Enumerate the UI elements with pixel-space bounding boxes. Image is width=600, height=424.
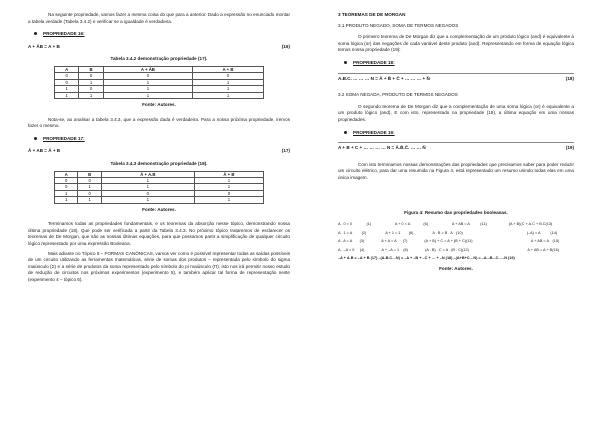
figure-cell: (A . B) . C = A . (B . C) bbox=[425, 247, 463, 252]
table-cell: 0 bbox=[55, 184, 78, 190]
figure-cell: (A + B) + C = A + (B + C) bbox=[424, 239, 467, 244]
property-18-number: (18) bbox=[565, 75, 574, 81]
figure-cell: A . B = B . A bbox=[432, 230, 453, 235]
table-2-source: Fonte: Autores. bbox=[142, 206, 176, 212]
table-cell: 1 bbox=[194, 177, 263, 183]
figure-cell: (13) bbox=[545, 222, 553, 227]
property-19-expression: A + B + C + … … … … N = Ā.B̄.C̄. … … N̄ bbox=[338, 145, 426, 151]
table-cell: 1 bbox=[55, 86, 79, 92]
intro-paragraph: Na seguinte propriedade, vamos fazer a mesma coisa do que para a anterior. Dado a expressão no enunciado montar a tabela verdade (Tabela 3.4.2) e verificar se a igualdade é verdadeira. bbox=[28, 12, 290, 24]
figure-cell bbox=[503, 229, 527, 238]
figure-cell: A . 1 = A bbox=[338, 230, 353, 235]
table-cell: 0 bbox=[55, 79, 79, 85]
table-cell: 0 bbox=[79, 86, 103, 92]
figure-row bbox=[338, 220, 574, 229]
property-17-number: (17) bbox=[281, 148, 290, 154]
left-page-content bbox=[28, 12, 290, 287]
figure-cell: (15) bbox=[552, 239, 560, 244]
figure-cell: (6) bbox=[423, 222, 428, 227]
paragraph-3: Terminamos todas as propriedades fundamentais, e os teoremas da absorção nesse tópico, demonstrando nossa última propriedade (18). Que pode ser verificada a partir da Tabela 3.4.3. No próximo tópico trataremos de esclarecer os teoremas de De Morgan, que são as nossas últimas equações, para que possamos partir a simplificação de qualquer circuito lógico representado por uma expressão Booleana. bbox=[28, 221, 290, 246]
figure-cell: (7) bbox=[402, 239, 408, 244]
truth-table-2 bbox=[54, 171, 264, 204]
figure-cell: (8) bbox=[403, 247, 408, 252]
table-2-caption: Tabela 3.4.3 demonstração propriedade (18). bbox=[110, 160, 208, 166]
property-16-equation bbox=[28, 44, 290, 51]
figure-cell: (A + B)(C + A.C + B.C bbox=[508, 222, 546, 227]
figure-cell: A + AB = A + B bbox=[527, 247, 553, 252]
figure-cell: A . A = A bbox=[338, 239, 353, 244]
figure-cell: A . 0 = 0 bbox=[338, 222, 353, 227]
table-body bbox=[55, 73, 264, 99]
table-cell: 1 bbox=[55, 92, 79, 98]
figure-cell: A + AB = A bbox=[530, 239, 549, 244]
figure-cell: (4) bbox=[359, 247, 365, 252]
demorgan-paragraph-2: O segundo teorema de De Morgan diz que a complementação de uma soma lógica (or) é equivalente a um produto lógico (and), E com isto, representado na propriedade (19), a última equação em uma nossas propriedades. bbox=[338, 103, 574, 122]
table-cell: 1 bbox=[194, 184, 263, 190]
table-cell: 0 bbox=[103, 73, 192, 79]
demorgan-paragraph-1: O primeiro teorema de De Morgan diz que a complementação de um produto lógico (and) é equivalente à soma lógica (or) das negações de cada variável deste produto (and). Representando em forma de equação lógica temos nossa propriedade (19): bbox=[338, 34, 574, 53]
bullet-icon bbox=[344, 131, 347, 134]
table-cell: 1 bbox=[103, 86, 192, 92]
property-16-label bbox=[34, 31, 290, 38]
table-header-cell: B bbox=[79, 66, 103, 72]
figure-cell: (1) bbox=[366, 222, 372, 227]
property-17-label bbox=[34, 136, 290, 143]
table-cell: 0 bbox=[193, 73, 264, 79]
bullet-icon bbox=[34, 32, 37, 35]
figure-4-summary bbox=[338, 220, 574, 263]
table-header-cell: Ā + B bbox=[194, 171, 263, 177]
table-cell: 0 bbox=[194, 190, 263, 196]
figure-row bbox=[338, 237, 574, 246]
table-cell: 0 bbox=[78, 177, 101, 183]
figure-row bbox=[338, 229, 574, 238]
bullet-icon bbox=[34, 137, 37, 140]
paragraph-4: Mais adiante no Tópico 5 – FORMAS CANÔNICAS, vamos ver como é possível representar todas as saídas possíveis de um circuito utilizando as ferramentas matemáticas, série de somas dos produtos – representada pelo símbolo do sigma maiúsculo (Σ) e a série de produtos da soma representado pelo símbolo do pi maiúsculo (Π), isto nos irá permitir nosso estudo de redução de circuitos nos próximos experimentos (experimento 5), e também aplicar tal forma de representação neste (experimento 4 – tópico 6). bbox=[28, 250, 290, 282]
table-cell: 0 bbox=[78, 190, 101, 196]
table-cell: 0 bbox=[101, 190, 194, 196]
figure-cell bbox=[506, 246, 528, 255]
subsection-3-1: 3.1 PRODUTO NEGADO, SOMA DE TERMOS NEGADOS bbox=[338, 22, 459, 28]
table-cell: 1 bbox=[79, 79, 103, 85]
table-body bbox=[55, 177, 264, 203]
figure-4-source: Fonte: Autores. bbox=[439, 266, 473, 272]
truth-table-1 bbox=[54, 66, 264, 99]
property-17-equation bbox=[28, 148, 290, 155]
table-cell: 1 bbox=[101, 177, 194, 183]
figure-cell: A + A = A bbox=[381, 239, 397, 244]
figure-cell: A + AB = A bbox=[451, 222, 470, 227]
table-cell: 1 bbox=[103, 92, 192, 98]
figure-cell: (2) bbox=[361, 230, 367, 235]
property-18-equation bbox=[338, 73, 574, 83]
figure-row bbox=[338, 246, 574, 255]
table-header-cell: A bbox=[55, 66, 79, 72]
figure-cell: (11) bbox=[466, 239, 473, 244]
figure-cell: (11) bbox=[480, 222, 487, 227]
right-page-content bbox=[338, 12, 574, 281]
table-header-cell: A bbox=[55, 171, 78, 177]
table-row bbox=[55, 92, 264, 98]
figure-cell: A + 0 = A bbox=[394, 222, 411, 227]
figure-cell: (–A) = A bbox=[526, 230, 541, 235]
bullet-icon bbox=[344, 61, 347, 64]
figure-cell: A . –A = 0 bbox=[338, 247, 355, 252]
property-19-number: (19) bbox=[565, 145, 574, 151]
figure-cell: A + –A = 1 bbox=[381, 247, 400, 252]
table-header-cell: Ā + A.B bbox=[101, 171, 194, 177]
figure-cell bbox=[488, 237, 510, 246]
property-18-label-text: PROPRIEDADE 18: bbox=[353, 59, 395, 65]
table-header-cell: A + ĀB bbox=[103, 66, 192, 72]
property-19-label bbox=[344, 130, 574, 137]
table-header-cell: B bbox=[78, 171, 101, 177]
table-cell: 1 bbox=[101, 197, 194, 203]
figure-cell: (3) bbox=[359, 239, 365, 244]
summary-paragraph: Com isto terminamos nossas demonstrações das propriedades que precisamos saber para poder reduzir um circuito elétrico, para dar uma resumida na Figura 4, está representado um resumo unindo todas elas em uma única imagem. bbox=[338, 161, 574, 180]
figure-cell: A + 1 = 1 bbox=[385, 230, 401, 235]
table-cell: 1 bbox=[103, 79, 192, 85]
property-16-label-text: PROPRIEDADE 16: bbox=[43, 31, 85, 37]
figure-cell: (10) bbox=[455, 230, 463, 235]
right-page bbox=[300, 0, 600, 424]
property-18-expression: A.B.C. … … … N = Ā + B̄ + C̄ + … … … + N̄ bbox=[338, 75, 430, 81]
table-cell: 0 bbox=[55, 177, 78, 183]
table-1-caption: Tabela 3.4.2 demonstração propriedade (17). bbox=[110, 56, 208, 62]
figure-4-caption: Figura 4: Resumo das propriedades booleanas. bbox=[404, 209, 508, 215]
table-row bbox=[55, 197, 264, 203]
figure-demorgan-row: –A + A.B = –A + B (17) –(A.B.C…N) = –A + –B + –C + … + –N (18) –(A+B+C…N) = –A.–B.–C…–N (19) bbox=[338, 256, 515, 261]
figure-cell: (12) bbox=[462, 247, 469, 252]
figure-cell bbox=[484, 246, 506, 255]
property-17-expression: Ā + AB = Ā + B bbox=[28, 148, 61, 154]
table-cell: 1 bbox=[193, 92, 264, 98]
figure-cell bbox=[480, 229, 504, 238]
figure-rows bbox=[338, 220, 574, 254]
table-cell: 1 bbox=[55, 190, 78, 196]
table-1-source: Fonte: Autores. bbox=[142, 102, 176, 107]
section-heading: 3 TEOREMAS DE DE MORGAN bbox=[338, 12, 406, 17]
property-16-number: (16) bbox=[281, 43, 290, 49]
figure-cell bbox=[509, 237, 531, 246]
table-cell: 1 bbox=[78, 197, 101, 203]
table-cell: 1 bbox=[194, 197, 263, 203]
table-cell: 0 bbox=[55, 73, 79, 79]
table-cell: 1 bbox=[101, 184, 194, 190]
property-19-label-text: PROPRIEDADE 19: bbox=[353, 129, 395, 135]
figure-cell: (6) bbox=[408, 230, 414, 235]
table-cell: 1 bbox=[78, 184, 101, 190]
property-19-equation bbox=[338, 142, 574, 152]
subsection-3-2: 3.2 SOMA NEGADA, PRODUTO DE TERMOS NEGADOS bbox=[338, 92, 458, 98]
property-17-label-text: PROPRIEDADE 17: bbox=[43, 135, 85, 141]
figure-cell: (14) bbox=[550, 230, 558, 235]
property-16-expression: A + ĀB = A + B bbox=[28, 43, 60, 49]
property-18-label bbox=[344, 60, 574, 67]
table-cell: 1 bbox=[79, 92, 103, 98]
table-cell: 0 bbox=[79, 73, 103, 79]
table-cell: 1 bbox=[55, 197, 78, 203]
note-paragraph: Nota-se, ao analisar a tabela 3.4.3, que a expressão dada é verdadeira. Para a nossa próxima propriedade, iremos fazer o mesmo. bbox=[28, 116, 290, 129]
figure-cell: (16) bbox=[552, 247, 559, 252]
table-cell: 1 bbox=[193, 86, 264, 92]
table-cell: 1 bbox=[193, 79, 264, 85]
table-header-cell: A + B bbox=[193, 66, 264, 72]
